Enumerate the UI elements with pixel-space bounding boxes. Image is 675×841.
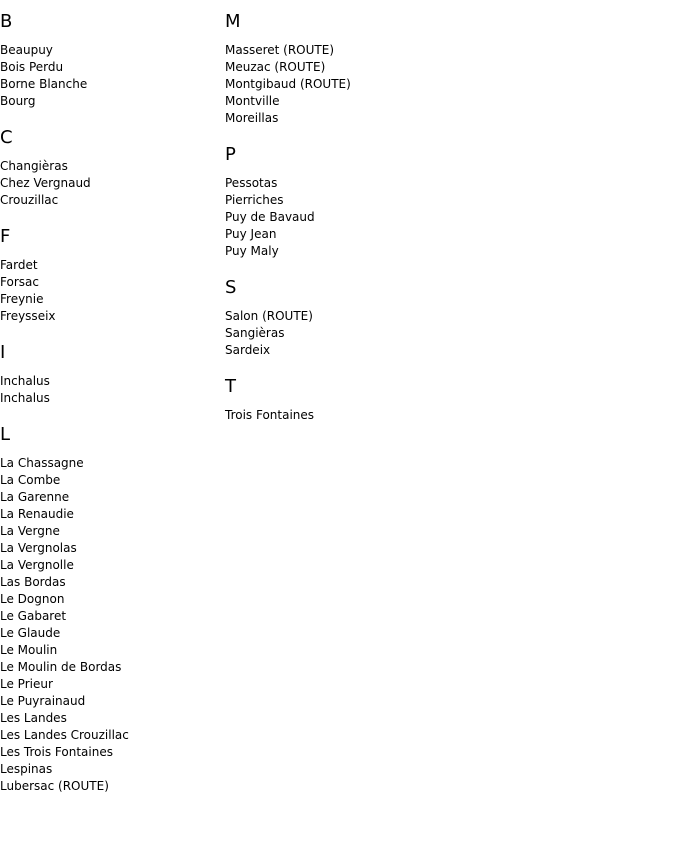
place-link[interactable]: Forsac (0, 275, 39, 289)
place-link[interactable]: Les Landes (0, 711, 67, 725)
place-link[interactable]: Masseret (ROUTE) (225, 43, 335, 57)
list-item[interactable] (0, 291, 220, 308)
section-letter: B (0, 11, 13, 32)
place-link[interactable]: Chez Vergnaud (0, 176, 91, 190)
right-column (225, 12, 665, 442)
section-letter: P (225, 144, 236, 165)
place-list (225, 407, 665, 424)
section-p (225, 145, 665, 260)
place-link[interactable]: Les Landes Crouzillac (0, 728, 129, 742)
list-item[interactable] (0, 574, 220, 591)
place-link[interactable]: Le Moulin de Bordas (0, 660, 122, 674)
place-link[interactable]: Trois Fontaines (225, 408, 315, 422)
list-item[interactable] (0, 557, 220, 574)
list-item[interactable] (0, 373, 220, 390)
list-item[interactable] (0, 693, 220, 710)
place-list (0, 158, 220, 209)
list-item[interactable] (0, 710, 220, 727)
list-item[interactable] (0, 778, 220, 795)
place-link[interactable]: La Chassagne (0, 456, 84, 470)
place-link[interactable]: La Garenne (0, 490, 70, 504)
place-link[interactable]: Puy Maly (225, 244, 279, 258)
list-item[interactable] (0, 390, 220, 407)
place-link[interactable]: Fardet (0, 258, 38, 272)
place-link[interactable]: Beaupuy (0, 43, 53, 57)
list-item[interactable] (225, 407, 665, 424)
place-list (0, 257, 220, 325)
list-item[interactable] (0, 274, 220, 291)
list-item[interactable] (225, 76, 665, 93)
place-list (225, 175, 665, 260)
list-item[interactable] (225, 175, 665, 192)
section-m (225, 12, 665, 127)
list-item[interactable] (0, 523, 220, 540)
place-link[interactable]: Le Prieur (0, 677, 53, 691)
place-link[interactable]: Le Moulin (0, 643, 58, 657)
section-letter: L (0, 424, 11, 445)
place-link[interactable]: Changièras (0, 159, 68, 173)
place-link[interactable]: La Vergne (0, 524, 60, 538)
place-link[interactable]: Meuzac (ROUTE) (225, 60, 326, 74)
list-item[interactable] (0, 540, 220, 557)
list-item[interactable] (225, 243, 665, 260)
place-link[interactable]: Le Glaude (0, 626, 61, 640)
list-item[interactable] (225, 59, 665, 76)
list-item[interactable] (0, 93, 220, 110)
section-c (0, 128, 220, 209)
section-letter: S (225, 277, 237, 298)
place-list (225, 42, 665, 127)
list-item[interactable] (225, 42, 665, 59)
section-s (225, 278, 665, 359)
section-f (0, 227, 220, 325)
place-link[interactable]: Moreillas (225, 111, 279, 125)
list-item[interactable] (0, 308, 220, 325)
list-item[interactable] (0, 472, 220, 489)
list-item[interactable] (0, 42, 220, 59)
list-item[interactable] (0, 642, 220, 659)
section-letter: T (225, 376, 236, 397)
place-link[interactable]: Pessotas (225, 176, 278, 190)
list-item[interactable] (0, 591, 220, 608)
place-link[interactable]: Crouzillac (0, 193, 59, 207)
section-letter: C (0, 127, 13, 148)
section-letter: I (0, 342, 6, 363)
list-item[interactable] (0, 76, 220, 93)
place-link[interactable]: Montville (225, 94, 280, 108)
place-link[interactable]: Pierriches (225, 193, 284, 207)
list-item[interactable] (225, 192, 665, 209)
place-link[interactable]: Inchalus (0, 391, 50, 405)
place-link[interactable]: La Vergnolas (0, 541, 77, 555)
list-item[interactable] (0, 489, 220, 506)
place-link[interactable]: Puy Jean (225, 227, 277, 241)
section-i (0, 343, 220, 407)
section-t (225, 377, 665, 424)
place-link[interactable]: Borne Blanche (0, 77, 88, 91)
list-item[interactable] (225, 110, 665, 127)
place-link[interactable]: Puy de Bavaud (225, 210, 315, 224)
place-link[interactable]: Bois Perdu (0, 60, 64, 74)
place-list (0, 455, 220, 795)
place-link[interactable]: La Combe (0, 473, 61, 487)
place-link[interactable]: Lespinas (0, 762, 53, 776)
section-letter: M (225, 11, 241, 32)
list-item[interactable] (0, 59, 220, 76)
left-column (0, 12, 220, 813)
place-link[interactable]: Le Gabaret (0, 609, 67, 623)
place-link[interactable]: Freysseix (0, 309, 56, 323)
list-item[interactable] (0, 676, 220, 693)
list-item[interactable] (225, 209, 665, 226)
list-item[interactable] (225, 342, 665, 359)
list-item[interactable] (0, 158, 220, 175)
list-item[interactable] (0, 625, 220, 642)
place-link[interactable]: Le Puyrainaud (0, 694, 86, 708)
place-link[interactable]: Salon (ROUTE) (225, 309, 313, 323)
place-link[interactable]: Sardeix (225, 343, 271, 357)
place-link[interactable]: Bourg (0, 94, 36, 108)
place-link[interactable]: La Renaudie (0, 507, 74, 521)
place-link[interactable]: Freynie (0, 292, 44, 306)
list-item[interactable] (0, 727, 220, 744)
list-item[interactable] (0, 659, 220, 676)
list-item[interactable] (0, 608, 220, 625)
list-item[interactable] (0, 744, 220, 761)
list-item[interactable] (225, 325, 665, 342)
place-link[interactable]: Lubersac (ROUTE) (0, 779, 109, 793)
place-link[interactable]: Montgibaud (ROUTE) (225, 77, 351, 91)
place-link[interactable]: Le Dognon (0, 592, 65, 606)
section-l (0, 425, 220, 795)
section-b (0, 12, 220, 110)
list-item[interactable] (0, 761, 220, 778)
list-item[interactable] (225, 308, 665, 325)
place-list (0, 42, 220, 110)
place-link[interactable]: Sangièras (225, 326, 285, 340)
list-item[interactable] (0, 175, 220, 192)
list-item[interactable] (0, 257, 220, 274)
list-item[interactable] (0, 455, 220, 472)
place-link[interactable]: Las Bordas (0, 575, 66, 589)
place-link[interactable]: Inchalus (0, 374, 50, 388)
list-item[interactable] (0, 192, 220, 209)
list-item[interactable] (0, 506, 220, 523)
list-item[interactable] (225, 226, 665, 243)
place-list (0, 373, 220, 407)
place-link[interactable]: Les Trois Fontaines (0, 745, 113, 759)
place-link[interactable]: La Vergnolle (0, 558, 74, 572)
section-letter: F (0, 226, 11, 247)
list-item[interactable] (225, 93, 665, 110)
place-list (225, 308, 665, 359)
